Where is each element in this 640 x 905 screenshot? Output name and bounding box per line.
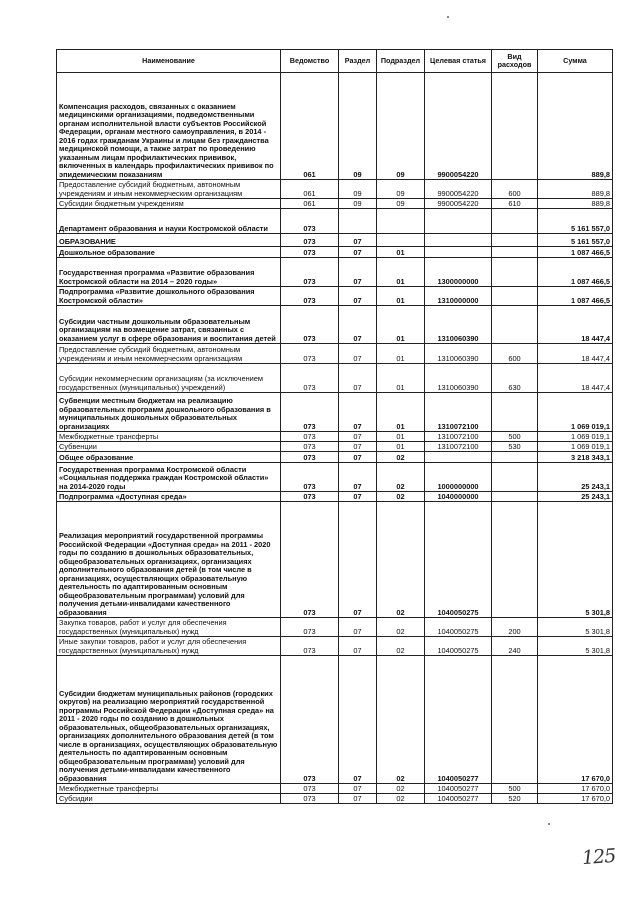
cell-name: Департамент образования и науки Костромской области: [57, 209, 281, 234]
cell-department: 073: [281, 794, 339, 804]
cell-department: 073: [281, 247, 339, 258]
cell-subsection: 01: [377, 432, 425, 442]
cell-name: Дошкольное образование: [57, 247, 281, 258]
cell-subsection: 02: [377, 784, 425, 794]
cell-section: 09: [339, 180, 377, 199]
cell-name: Межбюджетные трансферты: [57, 784, 281, 794]
cell-expense-type: 630: [492, 364, 538, 393]
cell-name: Субсидии бюджетным учреждениям: [57, 199, 281, 209]
cell-section: 07: [339, 637, 377, 656]
cell-name: Субвенции: [57, 442, 281, 452]
cell-target-article: 1310072100: [425, 442, 492, 452]
cell-section: 07: [339, 247, 377, 258]
cell-sum: 5 161 557,0: [538, 234, 613, 247]
cell-name: Субсидии: [57, 794, 281, 804]
cell-section: [339, 209, 377, 234]
cell-expense-type: 600: [492, 180, 538, 199]
cell-target-article: 1310000000: [425, 287, 492, 306]
cell-sum: 18 447,4: [538, 306, 613, 344]
cell-department: 073: [281, 656, 339, 784]
cell-subsection: 02: [377, 637, 425, 656]
cell-target-article: [425, 247, 492, 258]
table-row: [57, 393, 613, 432]
cell-name: Государственная программа «Развитие образования Костромской области на 2014 – 2020 годы»: [57, 258, 281, 287]
cell-department: 073: [281, 442, 339, 452]
cell-target-article: 1300000000: [425, 258, 492, 287]
cell-expense-type: [492, 492, 538, 502]
cell-subsection: 09: [377, 199, 425, 209]
cell-section: 07: [339, 432, 377, 442]
cell-name: Закупка товаров, работ и услуг для обеспечения государственных (муниципальных) нужд: [57, 618, 281, 637]
cell-section: 09: [339, 73, 377, 180]
cell-department: 073: [281, 463, 339, 492]
table-row: [57, 794, 613, 804]
cell-section: 07: [339, 306, 377, 344]
cell-department: 073: [281, 209, 339, 234]
cell-target-article: 1310060390: [425, 344, 492, 364]
cell-section: 07: [339, 794, 377, 804]
cell-target-article: [425, 234, 492, 247]
cell-expense-type: [492, 73, 538, 180]
cell-sum: 3 218 343,1: [538, 452, 613, 463]
cell-expense-type: 200: [492, 618, 538, 637]
table-row: [57, 287, 613, 306]
table-row: [57, 364, 613, 393]
cell-expense-type: [492, 287, 538, 306]
cell-department: 073: [281, 344, 339, 364]
cell-subsection: 02: [377, 463, 425, 492]
cell-department: 073: [281, 258, 339, 287]
cell-department: 073: [281, 393, 339, 432]
cell-target-article: 1040050277: [425, 656, 492, 784]
cell-sum: 17 670,0: [538, 784, 613, 794]
cell-name: ОБРАЗОВАНИЕ: [57, 234, 281, 247]
cell-department: 073: [281, 502, 339, 618]
cell-expense-type: [492, 463, 538, 492]
cell-sum: 5 301,8: [538, 618, 613, 637]
table-body: [57, 73, 613, 804]
cell-subsection: 02: [377, 656, 425, 784]
cell-department: 073: [281, 637, 339, 656]
cell-section: 07: [339, 364, 377, 393]
table-row: [57, 180, 613, 199]
cell-expense-type: 530: [492, 442, 538, 452]
cell-subsection: 02: [377, 618, 425, 637]
cell-target-article: 1040000000: [425, 492, 492, 502]
table-row: [57, 432, 613, 442]
table-row: [57, 258, 613, 287]
cell-section: 07: [339, 287, 377, 306]
cell-expense-type: [492, 247, 538, 258]
cell-expense-type: [492, 656, 538, 784]
table-row: [57, 199, 613, 209]
cell-sum: 1 069 019,1: [538, 393, 613, 432]
table-row: [57, 784, 613, 794]
budget-table: [56, 49, 613, 804]
table-row: [57, 442, 613, 452]
cell-department: 073: [281, 364, 339, 393]
cell-name: Субвенции местным бюджетам на реализацию образовательных программ дошкольного образования в муниципальных дошкольных образовательных организациях: [57, 393, 281, 432]
cell-department: 073: [281, 452, 339, 463]
header-subsection: Подраздел: [377, 50, 425, 73]
cell-sum: 889,8: [538, 199, 613, 209]
table-row: [57, 492, 613, 502]
cell-expense-type: [492, 258, 538, 287]
cell-sum: 889,8: [538, 180, 613, 199]
cell-name: Субсидии некоммерческим организациям (за исключением государственных (муниципальных) учреждений): [57, 364, 281, 393]
cell-department: 073: [281, 784, 339, 794]
cell-section: 07: [339, 492, 377, 502]
cell-section: 07: [339, 258, 377, 287]
cell-section: 07: [339, 452, 377, 463]
cell-sum: 17 670,0: [538, 794, 613, 804]
table-row: [57, 618, 613, 637]
cell-sum: 17 670,0: [538, 656, 613, 784]
cell-subsection: 01: [377, 364, 425, 393]
cell-name: Реализация мероприятий государственной программы Российской Федерации «Доступная среда» на 2011 - 2020 годы по созданию в дошкольных образовательных, общеобразовательных организациях, организациях дополнительного образования детей (в том числе в организациях, осуществляющих образовательную деятельность по адаптированным основным общеобразовательным программам) условий для получения детьми-инвалидами качественного образования: [57, 502, 281, 618]
header-target-article: Целевая статья: [425, 50, 492, 73]
cell-section: 07: [339, 393, 377, 432]
cell-name: Субсидии частным дошкольным образовательным организациям на возмещение затрат, связанных с оказанием услуг в сфере образования и воспитания детей: [57, 306, 281, 344]
cell-name: Подпрограмма «Доступная среда»: [57, 492, 281, 502]
cell-target-article: 1310072100: [425, 393, 492, 432]
cell-department: 073: [281, 432, 339, 442]
cell-name: Компенсация расходов, связанных с оказанием медицинскими организациями, подведомственными органам исполнительной власти субъектов Российской Федерации, органам местного самоуправления, в 2014 - 2016 годах гражданам Украины и лицам без гражданства медицинской помощи, а также затрат по проведению указанным лицам профилактических прививок, включенных в календарь профилактических прививок по эпидемическим показаниям: [57, 73, 281, 180]
cell-sum: 5 161 557,0: [538, 209, 613, 234]
cell-name: Иные закупки товаров, работ и услуг для обеспечения государственных (муниципальных) нужд: [57, 637, 281, 656]
cell-name: Подпрограмма «Развитие дошкольного образования Костромской области»: [57, 287, 281, 306]
cell-sum: 5 301,8: [538, 637, 613, 656]
cell-subsection: 02: [377, 452, 425, 463]
table-row: [57, 463, 613, 492]
header-name: Наименование: [57, 50, 281, 73]
table-row: [57, 637, 613, 656]
cell-department: 073: [281, 492, 339, 502]
cell-expense-type: [492, 306, 538, 344]
cell-subsection: 01: [377, 247, 425, 258]
cell-subsection: 01: [377, 258, 425, 287]
cell-department: 073: [281, 287, 339, 306]
cell-subsection: [377, 234, 425, 247]
cell-target-article: 9900054220: [425, 73, 492, 180]
table-row: [57, 656, 613, 784]
header-row: [57, 50, 613, 73]
cell-department: 073: [281, 618, 339, 637]
cell-section: 07: [339, 442, 377, 452]
cell-name: Субсидии бюджетам муниципальных районов (городских округов) на реализацию мероприятий государственной программы Российской Федерации «Доступная среда» на 2011 - 2020 годы по созданию в дошкольных образовательных, общеобразовательных организациях, организациях дополнительного образования детей (в том числе в организациях, осуществляющих образовательную деятельность по адаптированным основным общеобразовательным программам) условий для получения детьми-инвалидами качественного образования: [57, 656, 281, 784]
cell-sum: 25 243,1: [538, 463, 613, 492]
cell-section: 09: [339, 199, 377, 209]
table-row: [57, 209, 613, 234]
table-row: [57, 234, 613, 247]
cell-target-article: 9900054220: [425, 180, 492, 199]
cell-target-article: 1310060390: [425, 364, 492, 393]
cell-expense-type: 520: [492, 794, 538, 804]
cell-expense-type: 240: [492, 637, 538, 656]
table-row: [57, 306, 613, 344]
page-number: 125: [581, 844, 616, 870]
cell-expense-type: 500: [492, 432, 538, 442]
table-row: [57, 344, 613, 364]
cell-department: 061: [281, 73, 339, 180]
cell-subsection: [377, 209, 425, 234]
cell-subsection: 09: [377, 180, 425, 199]
cell-sum: 18 447,4: [538, 364, 613, 393]
table-row: [57, 502, 613, 618]
cell-department: 061: [281, 180, 339, 199]
cell-section: 07: [339, 784, 377, 794]
cell-subsection: 01: [377, 442, 425, 452]
cell-expense-type: [492, 393, 538, 432]
cell-target-article: 9900054220: [425, 199, 492, 209]
cell-subsection: 02: [377, 794, 425, 804]
cell-name: Предоставление субсидий бюджетным, автономным учреждениям и иным некоммерческим организациям: [57, 180, 281, 199]
cell-department: 073: [281, 306, 339, 344]
cell-department: 073: [281, 234, 339, 247]
cell-name: Предоставление субсидий бюджетным, автономным учреждениям и иным некоммерческим организациям: [57, 344, 281, 364]
scan-speck: [548, 823, 550, 825]
cell-expense-type: [492, 209, 538, 234]
cell-expense-type: [492, 452, 538, 463]
cell-sum: 1 087 466,5: [538, 287, 613, 306]
cell-section: 07: [339, 234, 377, 247]
cell-sum: 1 069 019,1: [538, 442, 613, 452]
cell-section: 07: [339, 344, 377, 364]
table-row: [57, 73, 613, 180]
cell-department: 061: [281, 199, 339, 209]
cell-target-article: 1040050275: [425, 618, 492, 637]
cell-target-article: [425, 452, 492, 463]
cell-expense-type: 500: [492, 784, 538, 794]
cell-name: Общее образование: [57, 452, 281, 463]
cell-subsection: 01: [377, 344, 425, 364]
cell-subsection: 02: [377, 502, 425, 618]
cell-target-article: 1040050277: [425, 794, 492, 804]
cell-target-article: 1040050277: [425, 784, 492, 794]
cell-subsection: 01: [377, 287, 425, 306]
table-row: [57, 452, 613, 463]
cell-sum: 1 087 466,5: [538, 258, 613, 287]
header-section: Раздел: [339, 50, 377, 73]
cell-sum: 1 069 019,1: [538, 432, 613, 442]
cell-target-article: 1040050275: [425, 637, 492, 656]
cell-sum: 5 301,8: [538, 502, 613, 618]
cell-section: 07: [339, 656, 377, 784]
cell-section: 07: [339, 502, 377, 618]
cell-sum: 25 243,1: [538, 492, 613, 502]
cell-target-article: 1310060390: [425, 306, 492, 344]
cell-expense-type: 610: [492, 199, 538, 209]
cell-section: 07: [339, 463, 377, 492]
cell-name: Межбюджетные трансферты: [57, 432, 281, 442]
cell-subsection: 01: [377, 393, 425, 432]
header-department: Ведомство: [281, 50, 339, 73]
cell-sum: 1 087 466,5: [538, 247, 613, 258]
cell-subsection: 02: [377, 492, 425, 502]
cell-target-article: [425, 209, 492, 234]
cell-name: Государственная программа Костромской области «Социальная поддержка граждан Костромской области» на 2014-2020 годы: [57, 463, 281, 492]
cell-subsection: 01: [377, 306, 425, 344]
cell-section: 07: [339, 618, 377, 637]
header-expense-type: Вид расходов: [492, 50, 538, 73]
cell-sum: 889,8: [538, 73, 613, 180]
cell-expense-type: [492, 234, 538, 247]
cell-sum: 18 447,4: [538, 344, 613, 364]
header-sum: Сумма: [538, 50, 613, 73]
cell-target-article: 1000000000: [425, 463, 492, 492]
cell-subsection: 09: [377, 73, 425, 180]
table-row: [57, 247, 613, 258]
scan-speck: [447, 16, 449, 18]
cell-target-article: 1040050275: [425, 502, 492, 618]
cell-expense-type: [492, 502, 538, 618]
cell-expense-type: 600: [492, 344, 538, 364]
cell-target-article: 1310072100: [425, 432, 492, 442]
